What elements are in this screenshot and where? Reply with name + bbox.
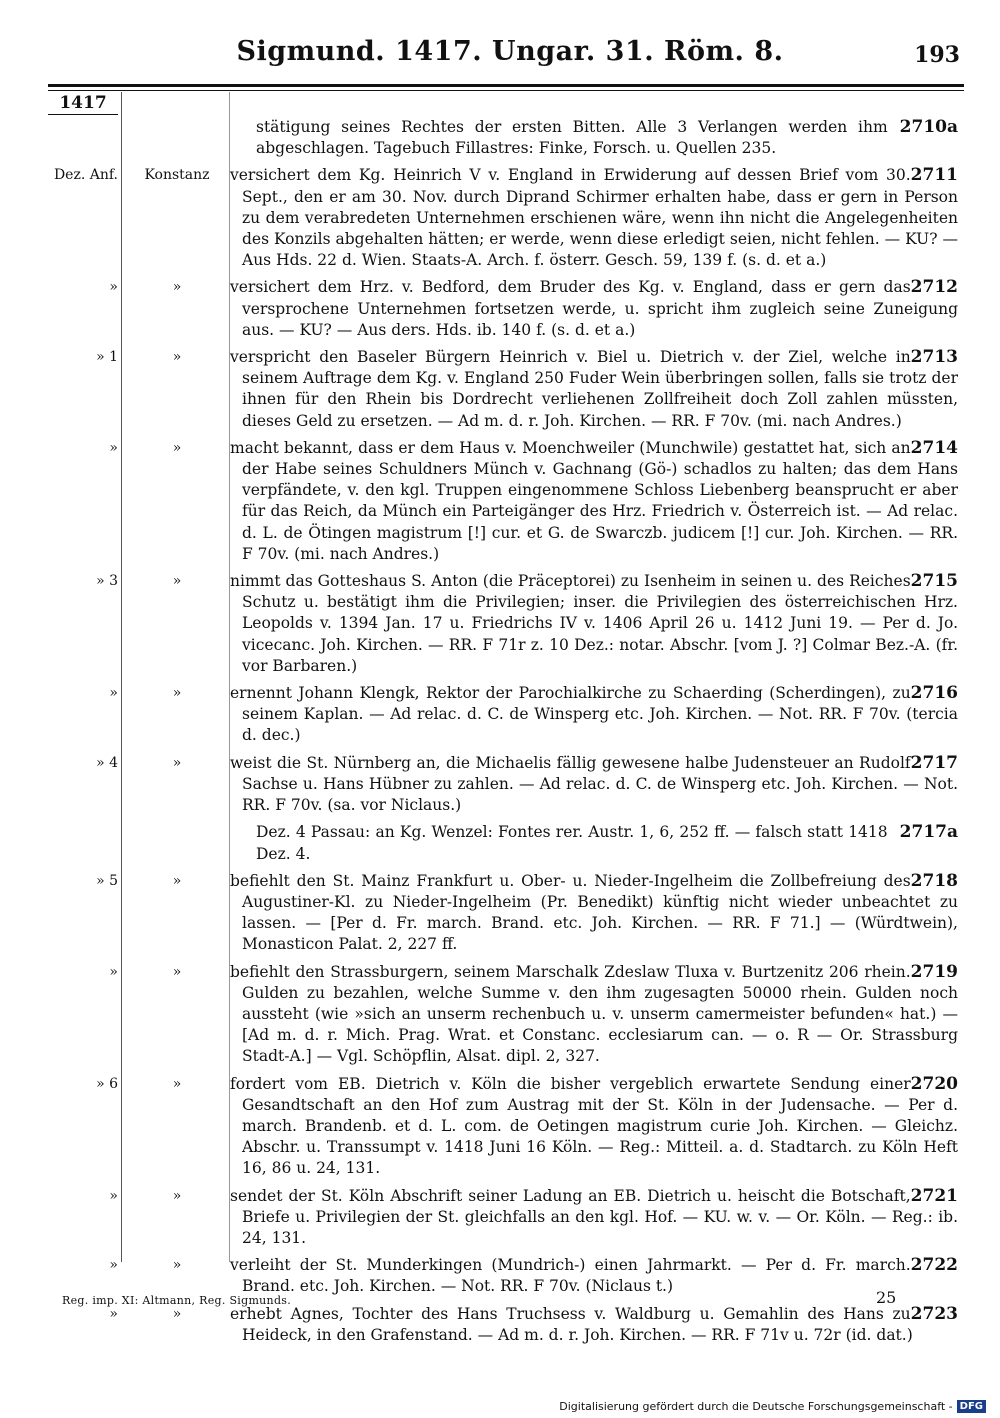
regest-entry <box>40 117 964 159</box>
entry-date: » 5 <box>96 872 118 889</box>
regest-entry <box>40 1074 964 1180</box>
page-header <box>0 30 1000 80</box>
regest-entry <box>40 822 964 864</box>
entry-body: sendet der St. Köln Abschrift seiner Ladung an EB. Dietrich u. heischt die Botschaft, Briefe u. Privilegien der St. gleichfalls an den kgl. Hof. — KU. w. v. — Or. Köln. — Reg.: ib. 24, 131. <box>230 1186 958 1247</box>
entry-place <box>122 117 232 159</box>
entry-text <box>232 753 964 817</box>
entry-place: » <box>172 872 182 889</box>
sheet-number: 25 <box>876 1288 897 1307</box>
entry-place: » <box>172 754 182 771</box>
entry-number: 2722 <box>910 1255 958 1276</box>
entry-number: 2711 <box>910 165 958 186</box>
regest-list <box>40 117 964 1352</box>
entry-place: » <box>172 573 182 590</box>
entry-body: verspricht den Baseler Bürgern Heinrich v. Biel u. Dietrich v. der Ziel, welche in seinem Auftrage dem Kg. v. England 250 Fuder Wein überbringen sollen, falls sie trotz der ihnen für den Rhein bis Dordrecht verliehenen Zollfreiheit doch Zoll zahlen müssten, dieses Geld zu ersetzen. — Ad m. d. r. Joh. Kirchen. — RR. F 70v. (mi. nach Andres.) <box>230 348 958 430</box>
entry-body: weist die St. Nürnberg an, die Michaelis fällig gewesene halbe Judensteuer an Rudolf Sachse u. Hans Hübner zu zahlen. — Ad relac. d. C. de Winsperg etc. Joh. Kirchen. — Not. RR. F 70v. (sa. vor Niclaus.) <box>230 753 958 815</box>
entry-text <box>232 571 964 677</box>
entry-number: 2717a <box>899 822 958 843</box>
dfg-logo: DFG <box>957 1400 986 1413</box>
entry-body: stätigung seines Rechtes der ersten Bitten. Alle 3 Verlangen werden ihm abgeschlagen. Tagebuch Fillastres: Finke, Forsch. u. Quellen 235. <box>256 118 888 158</box>
entry-place: » <box>172 279 182 296</box>
entry-text <box>232 347 964 432</box>
header-rule <box>48 84 964 87</box>
entry-body: befiehlt den St. Mainz Frankfurt u. Ober- u. Nieder-Ingelheim die Zollbefreiung des Augustiner-Kl. zu Nieder-Ingelheim (Pr. Benedikt) künftig nicht wieder unbeachtet zu lassen. — [Per d. Fr. march. Brand. etc. Joh. Kirchen. — RR. F 71.] — (Würdtwein), Monasticon Palat. 2, 227 ff. <box>230 871 958 954</box>
header-rule-thin <box>48 90 964 91</box>
entry-number: 2716 <box>910 683 958 704</box>
regest-entry <box>40 1186 964 1250</box>
regest-entry <box>40 571 964 677</box>
regest-entry <box>40 277 964 341</box>
regest-entry <box>40 871 964 956</box>
entry-place: » <box>172 1257 182 1274</box>
entry-text <box>232 1186 964 1250</box>
entry-text <box>232 1074 964 1180</box>
entry-text <box>232 277 964 341</box>
regest-entry <box>40 753 964 817</box>
regest-entry <box>40 683 964 747</box>
entry-place: Konstanz <box>144 167 210 184</box>
entry-body: ernennt Johann Klengk, Rektor der Parochialkirche zu Schaerding (Scherdingen), zu seinem Kaplan. — Ad relac. d. C. de Winsperg etc. Joh. Kirchen. — Not. RR. F 70v. (tercia d. dec.) <box>230 684 958 745</box>
entry-number: 2718 <box>910 870 958 891</box>
entry-number: 2720 <box>910 1073 958 1094</box>
entry-date: » <box>109 1257 118 1274</box>
entry-date: » <box>109 963 118 980</box>
entry-date: » <box>109 279 118 296</box>
entry-body: erhebt Agnes, Tochter des Hans Truchsess v. Waldburg u. Gemahlin des Hans zu Heideck, in den Grafenstand. — Ad m. d. r. Joh. Kirchen. — RR. F 71v u. 72r (id. dat.) <box>230 1304 913 1344</box>
entry-date <box>40 822 122 864</box>
entry-date: » <box>109 1187 118 1204</box>
entry-number: 2717 <box>910 752 958 773</box>
entry-place: » <box>172 349 182 366</box>
regest-entry <box>40 962 964 1068</box>
entry-body: befiehlt den Strassburgern, seinem Marschalk Zdeslaw Tluxa v. Burtzenitz 206 rhein. Gulden zu bezahlen, welche Summe v. den ihm zugesagten 50000 rhein. Gulden noch aussteht (wie »sich an unserm rechenbuch u. v. unserm camermeister befunden« hat.) — [Ad m. d. r. Mich. Prag. Wrat. et Constanc. ecclesiarum can. — o. R — Or. Strassburg Stadt-A.] — Vgl. Schöpflin, Alsat. dipl. 2, 327. <box>230 962 958 1066</box>
entry-date: » <box>109 685 118 702</box>
regest-entry <box>40 1304 964 1346</box>
entry-date: » 4 <box>96 754 118 771</box>
entry-date: » <box>109 1305 118 1322</box>
footer-citation: Reg. imp. XI: Altmann, Reg. Sigmunds. <box>62 1294 292 1307</box>
entry-body: nimmt das Gotteshaus S. Anton (die Präceptorei) zu Isenheim in seinen u. des Reiches Schutz u. bestätigt ihm die Privilegien; inser. die Privilegien des österreichischen Hrz. Leopolds v. 1394 Jan. 17 u. Friedrichs IV v. 1406 April 26 u. 1412 Juni 19. — Per d. Jo. vicecanc. Joh. Kirchen. — RR. F 71r z. 10 Dez.: notar. Abschr. [vom J. ?] Colmar Bez.-A. (fr. vor Barbaren.) <box>230 572 958 675</box>
entry-text <box>232 822 964 864</box>
entry-number: 2714 <box>910 437 958 458</box>
entry-number: 2715 <box>910 571 958 592</box>
dfg-credit <box>559 1400 986 1413</box>
entry-text <box>232 962 964 1068</box>
regest-entry <box>40 347 964 432</box>
entry-place: » <box>172 963 182 980</box>
entry-place: » <box>172 1305 182 1322</box>
entry-body: fordert vom EB. Dietrich v. Köln die bisher vergeblich erwartete Sendung einer Gesandtschaft an den Hof zum Austrag mit der St. Köln in der Judensache. — Per d. march. Brandenb. et d. L. com. de Oetingen magistrum curie Joh. Kirchen. — Gleichz. Abschr. u. Transsumpt v. 1418 Juni 16 Köln. — Reg.: Mitteil. a. d. Stadtarch. zu Köln Heft 16, 86 u. 24, 131. <box>230 1074 958 1178</box>
entry-number: 2723 <box>910 1303 958 1324</box>
entry-place: » <box>172 685 182 702</box>
entry-body: versichert dem Hrz. v. Bedford, dem Bruder des Kg. v. England, dass er gern das versprochene Unternehmen fortsetzen werde, u. spricht ihm zugleich seine Zuneigung aus. — KU? — Aus ders. Hds. ib. 140 f. (s. d. et a.) <box>230 278 958 339</box>
regest-entry <box>40 438 964 565</box>
dfg-credit-text: Digitalisierung gefördert durch die Deutsche Forschungsgemeinschaft - <box>559 1400 953 1413</box>
entry-body: versichert dem Kg. Heinrich V v. England in Erwiderung auf dessen Brief vom 30. Sept., den er am 30. Nov. durch Diprand Schirmer erhalten habe, dass er gern in Person zu dem verabredeten Unternehmen erschienen wäre, wenn ihn nicht die Angelegenheiten des Konzils abgehalten hätten; er werde, wenn diese erledigt seien, nicht fehlen. — KU? — Aus Hds. 22 d. Wien. Staats-A. Arch. f. österr. Gesch. 59, 139 f. (s. d. et a.) <box>230 166 958 270</box>
entry-body: macht bekannt, dass er dem Haus v. Moenchweiler (Munchwile) gestattet hat, sich an der Habe seines Schuldners Münch v. Gachnang (Gö-) schadlos zu halten; das dem Hans verpfändete, v. den kgl. Truppen eingenommene Schloss Liebenberg beansprucht er aber für das Reich, da Münch ein Parteigänger des Hrz. Friedrich v. Österreich ist. — Ad relac. d. L. de Ötingen magistrum [!] cur. et G. de Swarczb. judicem [!] cur. Joh. Kirchen. — RR. F 70v. (mi. nach Andres.) <box>230 438 958 563</box>
entry-text <box>232 683 964 747</box>
year-label: 1417 <box>48 92 118 115</box>
entry-number: 2719 <box>910 961 958 982</box>
entry-date: » 6 <box>96 1075 118 1092</box>
entry-date: » 3 <box>96 573 118 590</box>
entry-body: Dez. 4 Passau: an Kg. Wenzel: Fontes rer. Austr. 1, 6, 252 ff. — falsch statt 1418 Dez. 4. <box>256 823 888 863</box>
entry-number: 2710a <box>899 117 958 137</box>
entry-text <box>232 1304 964 1346</box>
entry-place: » <box>172 439 182 456</box>
entry-place: » <box>172 1075 182 1092</box>
entry-date <box>40 117 122 159</box>
entry-text <box>232 117 964 159</box>
entry-body: verleiht der St. Munderkingen (Mundrich-) einen Jahrmarkt. — Per d. Fr. march. Brand. etc. Joh. Kirchen. — Not. RR. F 70v. (Niclaus t.) <box>230 1256 911 1296</box>
entry-text <box>232 1255 964 1297</box>
regest-entry <box>40 165 964 271</box>
regest-entry <box>40 1255 964 1297</box>
entry-place: » <box>172 1187 182 1204</box>
entry-place <box>122 822 232 864</box>
entry-date: Dez. Anf. <box>53 167 118 184</box>
entry-number: 2712 <box>910 277 958 298</box>
entry-number: 2721 <box>910 1185 958 1206</box>
entry-date: » 1 <box>96 349 118 366</box>
entry-text <box>232 871 964 956</box>
running-title: Sigmund. 1417. Ungar. 31. Röm. 8. <box>236 36 784 67</box>
entry-number: 2713 <box>910 347 958 368</box>
entry-text <box>232 165 964 271</box>
entry-date: » <box>109 439 118 456</box>
entry-text <box>232 438 964 565</box>
page-number: 193 <box>914 42 960 68</box>
